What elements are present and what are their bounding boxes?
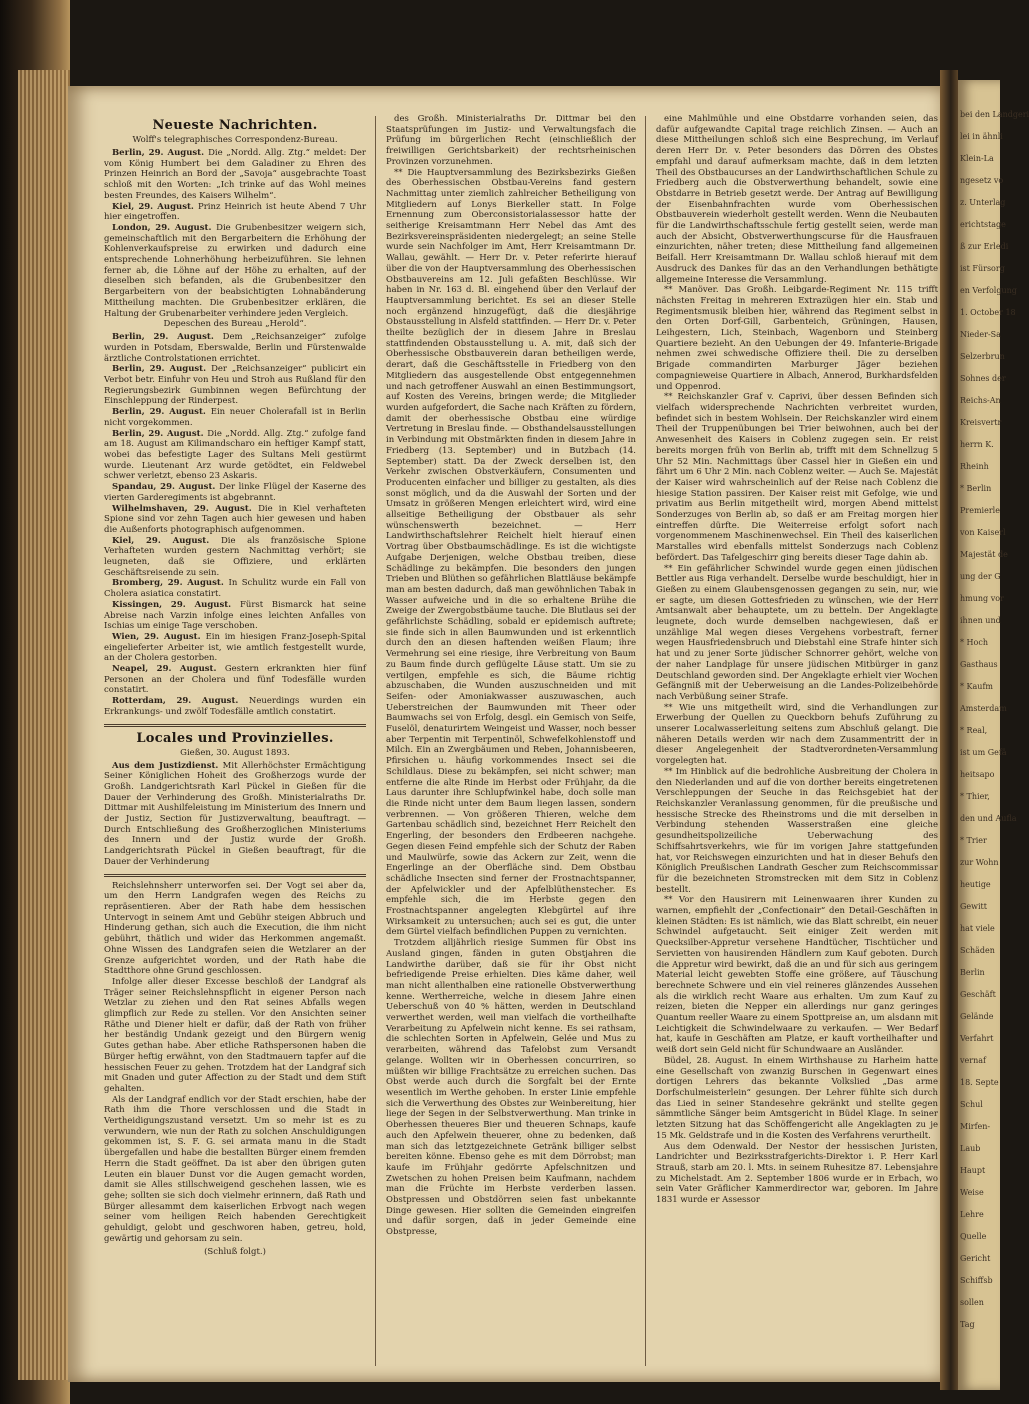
next-page-fragment: Schul	[960, 1100, 983, 1109]
news-report	[104, 632, 366, 664]
report-text: Die Grubenbesitzer weigern sich, gemeinschaftlich mit den Bergarbeitern die Erhöhung der Kohlenverkaufspreise zu erwirken und dadurch eine entsprechende Lohnerhöhung herbeizuführen. Sie lehnen ferner ab, die Löhne auf der Höhe zu erhalten, auf der dieselben sich befanden, als die Grubenbesitzer den Bergarbeitern von der beabsichtigten Lohnabänderung Mittheilung machten. Die Grubenbesitzer erklären, die Haltung der Grubenarbeiter verhindere jeden Vergleich.	[104, 222, 366, 319]
article-paragraph: ** Im Hinblick auf die bedrohliche Ausbreitung der Cholera in den Niederlanden und auf die von dorther bereits eingetretenen Verschleppungen der Seuche in das Reichsgebiet hat der Reichskanzler Veranlassung genommen, für die preußische und hessische Strecke des Rheinstroms und die mit derselben in Verbindung stehenden Wasserstraßen eine gleiche gesundheitspolizeiliche Ueberwachung des Schiffsahrtsverkehrs, wie für im vorigen Jahre stattgefunden hat, vor Reichswegen einzurichten und hat in dieser Behufs den Königlich Preußischen Landrath Gescher zum Reichscommissar für die bezeichneten Stromstrecken mit dem Sitz in Coblenz bestellt.	[656, 766, 938, 895]
next-page-fragment: 18. Septe	[960, 1078, 999, 1087]
news-report	[104, 364, 366, 407]
next-page-fragment: bei den Landgeri	[960, 110, 1029, 119]
next-page-fragment: Laub	[960, 1144, 981, 1153]
next-page-fragment: Amsterdam	[960, 704, 1007, 713]
next-page-fragment: * Real,	[960, 726, 988, 735]
next-page-fragment: Gewitt	[960, 902, 987, 911]
next-page-fragment: Premierle	[960, 506, 1000, 515]
article-paragraph: ** Manöver. Das Großh. Leibgarde-Regiment Nr. 115 trifft nächsten Freitag in mehreren Extrazügen hier ein. Stab und Regimentsmusik bleiben hier, während das Regiment selbst in den Orten Dorf-Gill, Garbenteich, Grüningen, Hausen, Leihgestern, Lich, Steinbach, Wagenborn und Steinberg Quartiere bezieht. An den Uebungen der 49. Infanterie-Brigade nehmen zwei schwedische Offiziere theil. Die zu derselben Brigade commandirten Marburger Jäger beziehen compagnieweise Quartiere in Albach, Annerod, Burkhardsfelden und Oppenrod.	[656, 285, 938, 392]
report-text: Ein neuer Cholerafall ist in Berlin nicht vorgekommen.	[104, 407, 366, 428]
next-page-fragment: vernaf	[960, 1056, 986, 1065]
next-page-fragment: sollen	[960, 1298, 984, 1307]
next-page-fragment: Selzerbrun	[960, 352, 1005, 361]
report-dateline: Berlin, 29. August.	[112, 364, 212, 375]
next-page-fragment: Mirfen-	[960, 1122, 991, 1131]
article-paragraph: ** Ein gefährlicher Schwindel wurde gegen einen jüdischen Bettler aus Riga verhandelt. Derselbe wurde beschuldigt, hier in Gießen zu einem Glaubensgenossen gegangen zu sein, nur, wie er sagte, um diesen Gottesfrieden zu wünschen, wie der Herr Amtsanwalt aber behauptete, um zu betteln. Der Angeklagte leugnete, doch wurde demselben nachgewiesen, daß er unzählige Mal wegen dieses Vergehens vorbestraft, ferner wegen Hausfriedensbruch und Diebstahl eine Strafe hinter sich hat und zu jener Sorte jüdischer Schnorrer gehört, welche von der naher Landplage für unsere jüdischen Mitbürger in ganz Deutschland geworden sind. Der Angeklagte erhielt vier Wochen Gefängniß mit der Ueberweisung an die Landes-Polizeibehörde nach Verbüßung seiner Strafe.	[656, 563, 938, 702]
feuilleton-paragraph: Als der Landgraf endlich vor der Stadt erschien, habe der Rath ihm die Thore verschlossen und die Stadt in Vertheidigungszustand versetzt. Um so mehr ist es zu verwundern, wie nun der Rath zu solchen Anschuldigungen gekommen ist, S. F. G. sei armata manu in die Stadt übergefallen und habe die bestallten Bürger einem fremden Herrn die Stadt geöffnet. Da ist aber den übrigen guten Leuten ein blauer Dunst vor die Augen gemacht worden, damit sie Alles stillschweigend geschehen lassen, wie es gehe; sollten sie sich doch vielmehr erinnern, daß Rath und Bürger allesammt dem kaiserlichen Erbvogt nach wegen seiner vom heiligen Reich habenden Gerechtigkeit gehuldigt, gelobt und geschworen haben, getreu, hold, gewärtig und gehorsam zu sein.	[104, 1094, 366, 1244]
next-page-fragment: lei in ähnli	[960, 132, 1003, 141]
next-page-fragment: Gericht	[960, 1254, 991, 1263]
next-page-edge	[958, 80, 1029, 1390]
next-page-fragment: ung der G	[960, 572, 1001, 581]
news-report	[104, 664, 366, 696]
report-text: Neuerdings wurden ein Erkrankungs- und zwölf Todesfälle amtlich constatirt.	[104, 696, 366, 717]
article-paragraph: Trotzdem alljährlich riesige Summen für Obst ins Ausland gingen, fänden in guten Obstjahren die Landwirthe darüber, daß sie für ihr Obst nicht befriedigende Preise erhielten. Dies käme daher, weil man nicht allenthalben eine rationelle Obstverwerthung kenne. Wertherreiche, welche in diesem Jahre einen Ueberschuß von 40 % hätten, werden in Deutschland verwerthet werden, weil man vielfach die vortheilhafte Verarbeitung zu Apfelwein nicht kenne. Es sei rathsam, die schlechten Sorten in Apfelwein, Gelée und Mus zu verarbeiten, während das Tafelobst zum Versandt gelange. Wollten wir in Oberhessen concurriren, so müßten wir billige Frachtsätze zu erreichen suchen. Das Obst werde auch durch die Sorgfalt bei der Ernte wesentlich im Werthe gehoben. In erster Linie empfehle sich die Verwerthung des Obstes zur Weinbereitung, hier liege der Segen in der Selbstverwerthung. Man trinke in Oberhessen theueres Bier und theueren Schnaps, kaufe auch den Apfelwein theuerer, ohne zu bedenken, daß man sich das letztgezeichnete Getränk billiger selbst bereiten könne. Ebenso gehe es mit dem Dörrobst; man kaufe im Frühjahr gedörrte Apfelschnitzen und Zwetschen zu hohen Preisen beim Kaufmann, nachdem man die Früchte im Herbste verderben lassen. Obstpressen und Obstdörren seien fast unbekannte Dinge gewesen. Hier sollten die Gemeinden eingreifen und dafür sorgen, daß in jeder Gemeinde eine Obstpresse,	[386, 938, 636, 1238]
report-dateline: Neapel, 29. August.	[112, 664, 225, 675]
report-dateline: Wien, 29. August.	[112, 631, 206, 642]
article-paragraph: des Großh. Ministerialraths Dr. Dittmar bei den Staatsprüfungen im Justiz- und Verwaltungsfach die Prüfung im bürgerlichen Recht (einschließlich der freiwilligen Gerichtsbarkeit) der rechtsrheinischen Provinzen vorzunehmen.	[386, 114, 636, 167]
local-dateline: Gießen, 30. August 1893.	[180, 747, 290, 758]
next-page-fragment: ist Fürsorg	[960, 264, 1005, 273]
news-report	[104, 482, 366, 503]
local-news-title: Aus dem Justizdienst.	[112, 760, 219, 771]
column-3	[656, 114, 938, 1206]
news-report	[104, 578, 366, 599]
next-page-fragment: Klein-La	[960, 154, 994, 163]
next-page-fragment: Rheinh	[960, 462, 989, 471]
news-report	[104, 429, 366, 483]
article-paragraph: Büdel, 28. August. In einem Wirthshause zu Harheim hatte eine Gesellschaft von zwanzig Burschen in Gegenwart eines dortigen Lehrers das bekannte Volkslied „Das arme Dorfschulmeisterlein“ gesungen. Der Lehrer fühlte sich durch das Lied in seiner Standesehre gekränkt und stellte gegen sämmtliche Sänger beim Amtsgericht in Büdel Klage. In seiner letzten Sitzung hat das Schöffengericht alle Angeklagten zu je 15 Mk. Geldstrafe und in die Kosten des Verfahrens verurtheilt.	[656, 1055, 938, 1141]
news-report	[104, 536, 366, 579]
next-page-fragment: Nieder-Sa	[960, 330, 1001, 339]
wolff-reports	[104, 148, 366, 319]
report-text: Ein im hiesigen Franz-Joseph-Spital eingelieferter Arbeiter ist, wie amtlich festgestellt wurde, an der Cholera gestorben.	[104, 631, 366, 664]
news-report	[104, 202, 366, 223]
report-text: Die als französische Spione Verhafteten wurden gestern Nachmittag verhört; sie leugneten, daß sie Offiziere, und erklärten Geschäftsreisende zu sein.	[104, 535, 366, 578]
report-dateline: Rotterdam, 29. August.	[112, 696, 249, 707]
report-dateline: Berlin, 29. August.	[112, 407, 211, 418]
next-page-fragment: ß zur Erledi	[960, 242, 1009, 251]
column-rule	[375, 116, 376, 1366]
news-report	[104, 148, 366, 202]
newspaper-page	[68, 86, 950, 1382]
column-rule	[645, 116, 646, 1366]
next-page-fragment: * Kaufm	[960, 682, 993, 691]
next-page-fragment: Majestät de	[960, 550, 1008, 559]
report-text: Die „Nordd. Allg. Ztg.“ zufolge fand am 18. August am Kilimandscharo ein heftiger Kampf statt, wobei das befestigte Lager des Sultans Meli gestürmt wurde. Lieutenant Arz wurde getödtet, ein Feldwebel schwer verletzt, ebenso 23 Askaris.	[104, 428, 366, 482]
next-page-fragment: ist um Gefä	[960, 748, 1007, 757]
news-report	[104, 407, 366, 428]
report-dateline: Kiel, 29. August.	[112, 201, 199, 212]
article-paragraph: ** Wie uns mitgetheilt wird, sind die Verhandlungen zur Erwerbung der Quellen zu Queckborn behufs Zuführung zu unserer Localwasserleitung seitens zum Abschluß gelangt. Die näheren Details werden wir nach dem Zusammentritt der in dieser Angelegenheit der Stadtverordneten-Versammlung vorgelegten hat.	[656, 702, 938, 767]
report-text: Die „Nordd. Allg. Ztg.“ meldet: Der vom König Humbert bei dem Galadiner zu Ehren des Prinzen Heinrich an Bord der „Savoja“ ausgebrachte Toast schloß mit den Worten: „Ich trinke auf das Wohl meines besten Freundes, des Kaisers Wilhelm“.	[104, 148, 366, 201]
next-page-fragment: z. Unterlag	[960, 198, 1006, 207]
section-divider	[104, 724, 366, 727]
next-page-fragment: hmung vor	[960, 594, 1004, 603]
continued-note: (Schluß folgt.)	[204, 1246, 266, 1257]
next-page-fragment: * Thier,	[960, 792, 990, 801]
feuilleton-divider	[104, 874, 366, 877]
next-page-fragment: Sohnes der	[960, 374, 1006, 383]
next-page-fragment: * Berlin	[960, 484, 992, 493]
article-paragraph: eine Mahlmühle und eine Obstdarre vorhanden seien, das dafür aufgewandte Capital trage reichlich Zinsen. — Auch an diese Mittheilungen schloß sich eine Besprechung, im Verlauf deren Herr Dr. v. Peter besonders das Dörren des Obstes empfahl und darauf aufmerksam machte, daß in dem letzten Theil des Obstbaucurses an der Landwirthschaftlichen Schule zu Friedberg auch die Obstverwerthung behandelt, sowie eine Obstdarre in Betrieb gesetzt werde. Der Antrag auf Bewilligung der Eisenbahnfrachten wurde vom Oberhessischen Obstbauverein wiederholt gestellt werden. Wenn die Neubauten für die Landwirthschaftsschule fertig gestellt seien, werde man auch der Absicht, Obstverwerthungscurse für die Hausfrauen einzurichten, näher treten; diese Mittheilung fand allgemeinen Beifall. Herr Kreisamtmann Dr. Wallau schloß hierauf mit dem Ausdruck des Dankes für das an den Verhandlungen bethätigte allgemeine Interesse die Versammlung.	[656, 114, 938, 285]
next-page-fragment: Kreisvertr	[960, 418, 1002, 427]
next-page-fragment: * Trier	[960, 836, 987, 845]
next-page-fragment: 1. October 18	[960, 308, 1016, 317]
wolff-bureau-line: Wolff's telegraphisches Correspondenz-Bureau.	[132, 135, 338, 145]
report-dateline: Berlin, 29. August.	[112, 148, 209, 158]
article-paragraph: ** Die Hauptversammlung des Bezirksbezirks Gießen des Oberhessischen Obstbau-Vereins fand gestern Nachmittag unter ziemlich zahlreicher Betheiligung von Mitgliedern auf Lonys Bierkeller statt. In Folge Ernennung zum Oberconsistorialassessor hatte der seitherige Kreisamtmann Herr Nebel das Amt des Bezirksvereinspräsidenten niedergelegt; an seine Stelle wurde sein Nachfolger im Amt, Herr Kreisamtmann Dr. Wallau, gewählt. — Herr Dr. v. Peter referirte hierauf über die von der Hauptversammlung des Oberhessischen Obstbauvereins am 12. Juli gefaßten Beschlüsse. Wir haben in Nr. 163 d. Bl. eingehend über den Verlauf der Hauptversammlung berichtet. Es sei an dieser Stelle noch ergänzend hinzugefügt, daß die diesjährige Obstausstellung in Alsfeld stattfinden. — Herr Dr. v. Peter theilte bezüglich der in diesem Jahre in Breslau stattfindenden Obstausstellung u. A. mit, daß sich der Oberhessische Obstbauverein daran betheiligen werde, derart, daß die Geschäftsstelle in Friedberg von den Mitgliedern das ausgestellende Obst entgegennehmen und nach getroffener Auswahl an einen Bestimmungsort, auf Kosten des Vereins, bringen werde; die Mitglieder wurden aufgefordert, die Sache nach Kräften zu fördern, damit der oberhessische Obstbau eine würdige Vertretung in Breslau finde. — Obsthandelsausstellungen in Verbindung mit Obstmärkten finden in diesem Jahre in Friedberg (13. September) und in Butzbach (14. September) statt. Da der Zweck derselben ist, den Verkehr zwischen Obstverkäufern, Consumenten und Producenten einfacher und billiger zu gestalten, als dies sonst möglich, und da die Auswahl der Sorten und der Umsatz in größeren Mengen erleichtert wird, wird eine allseitige Betheiligung der Obstbauer als sehr wünschenswerth bezeichnet. — Herr Landwirthschaftslehrer Reichelt hielt hierauf einen Vortrag über Obstbaumschädlinge. Es ist die wichtigste Aufgabe Derjenigen, welche Obstbau treiben, diese Schädlinge zu bekämpfen. Die besonders den jungen Trieben und Blüthen so gefährlichen Blattläuse bekämpfe man am besten dadurch, daß man gewöhnlichen Tabak in Wasser aufweiche und in die so erhaltene Brühe die Zweige der Zwergobstbäume tauche. Die Blutlaus sei der gefährlichste Schädling, sobald er epidemisch auftrete; sie finde sich in allen Baumwunden und ist erkenntlich durch den an diesen haftenden weißen Flaum; ihre Vermehrung sei eine riesige, ihre Verbreitung von Baum zu Baum finde durch geflügelte Läuse statt. Um sie zu vertilgen, empfehle es sich, die Bäume richtig abzuschaben, die Wunden auszuschneiden und mit Seifen- oder Amoniakwasser auszuwaschen, auch Ueberstreichen der Baumwunden mit Theer oder Baumwachs sei von Erfolg, desgl. ein Gemisch von Seife, Fuselöl, denaturirtem Weingeist und Wasser, noch besser aber Terpentin mit Terpentinöl, Schwefelkohlenstoff und Milch. Ein an Zwergbäumen und Reben, Johannisbeeren, Pfirsichen u. häufig vorkommendes Insect sei die Schildlaus. Diese zu bekämpfen, sei nicht schwer; man entferne die alte Rinde im Herbst oder Frühjahr, da die Laus darunter ihre Schlupfwinkel habe, doch solle man die Rinde nicht unter dem Baum liegen lassen, sondern verbrennen. — Von größeren Thieren, welche dem Gartenbau schädlich sind, bezeichnet Herr Reichelt den Engerling, der besonders den Erdbeeren nachgehe. Gegen diesen Feind empfehle sich der Schutz der Raben und Maulwürfe, sowie das Ackern zur Zeit, wenn die Engerlinge an der Oberfläche sind. Dem Obstbau schädliche Insecten sind ferner der Frostnachtspanner, der Apfelwickler und der Apfelblüthenstecher. Es empfehle sich, die im Herbste gegen den Frostnachtspanner angelegten Klebgürtel auf ihre Wirksamkeit zu untersuchen; auch sei es gut, die unter dem Gürtel vielfach befindlichen Puppen zu vernichten.	[386, 167, 636, 938]
next-page-fragment: en Verfolgung	[960, 286, 1017, 295]
next-page-fragment: Gelände	[960, 1012, 994, 1021]
column-1	[104, 114, 366, 1257]
next-page-fragment: Schiffsb	[960, 1276, 993, 1285]
next-page-fragment: ihnen und	[960, 616, 1001, 625]
news-report	[104, 600, 366, 632]
next-page-fragment: Lehre	[960, 1210, 984, 1219]
news-report	[104, 332, 366, 364]
page-edges	[18, 70, 70, 1380]
report-text: Dem „Reichsanzeiger“ zufolge wurden in Potsdam, Eberswalde, Berlin und Fürstenwalde ärztliche Controlstationen errichtet.	[104, 332, 367, 364]
local-news-text: Mit Allerhöchster Ermächtigung Seiner Königlichen Hoheit des Großherzogs wurde der Großh. Landgerichtsrath Karl Pückel in Gießen für die Dauer der Verhinderung des Großh. Ministerialraths Dr. Dittmar mit Aushilfeleistung im Ministerium des Innern und der Justiz, Section für Justizverwaltung, beauftragt. — Durch Entschließung des Großherzoglichen Ministeriums des Innern und der Justiz wurde der Großh. Landgerichtsrath Pückel in Gießen beauftragt, für die Dauer der Verhinderung	[104, 760, 366, 867]
next-page-fragment: den und Aufla	[960, 814, 1017, 823]
report-dateline: London, 29. August.	[112, 222, 217, 233]
report-dateline: Spandau, 29. August.	[112, 482, 220, 493]
column-2	[386, 114, 636, 1238]
next-page-fragment: Quelle	[960, 1232, 987, 1241]
next-page-fragment: heitsapo	[960, 770, 995, 779]
next-page-fragment: Geschäft	[960, 990, 996, 999]
next-page-fragment: Tag	[960, 1320, 975, 1329]
next-page-fragment: * Hoch	[960, 638, 988, 647]
next-page-fragment: heutige	[960, 880, 991, 889]
feuilleton-paragraph: Infolge aller dieser Excesse beschloß der Landgraf als Träger seiner Reichslehnspflicht in eigener Person nach Wetzlar zu ziehen und den Rat seines Abfalls wegen glimpflich zur Rede zu stellen. Vor den Ansichten seiner Räthe und Diener hielt er dafür, daß der Rath von früher her beständig Undank gezeigt und den Bürgern wenig Gutes gethan habe. Aber etliche Rathspersonen haben die Bürger heftig erwähnt, von den Stadtmauern tapfer auf die hessischen Feuer zu gehen. Trotzdem hat der Landgraf sich mit Gnaden und guter Affection zu der Stadt und dem Stift gehalten.	[104, 976, 366, 1094]
report-text: Gestern erkrankten hier fünf Personen an der Cholera und fünf Todesfälle wurden constatirt.	[104, 664, 366, 696]
next-page-fragment: Schäden	[960, 946, 995, 955]
local-news-item	[104, 761, 366, 868]
herold-bureau-line: Depeschen des Bureau „Herold“.	[163, 319, 307, 330]
next-page-fragment: ngesetz vo	[960, 176, 1004, 185]
report-dateline: Kissingen, 29. August.	[112, 599, 240, 610]
feuilleton	[104, 881, 366, 1245]
report-dateline: Berlin, 29. August.	[112, 428, 208, 439]
article-paragraph: ** Reichskanzler Graf v. Caprivi, über dessen Befinden sich vielfach widersprechende Nachrichten verbreitet wurden, befindet sich in bestem Wohlsein. Der Reichskanzler wird einem Theil der Truppenübungen bei Trier beiwohnen, auch bei der Anwesenheit des Kaisers in Coblenz zugegen sein. Er reist bereits morgen früh von Berlin ab, trifft mit dem Schnellzug 5 Uhr 52 Min. Nachmittags über Cassel hier in Gießen ein und fährt um 6 Uhr 2 Min. nach Coblenz weiter. — Auch Se. Majestät der Kaiser wird wahrscheinlich auf der Reise nach Coblenz die hiesige Station passiren. Der Kaiser reist mit Gefolge, wie und privatim aus Berlin mitgetheilt wird, morgen Abend mittelst Sonderzuges von Berlin ab, so daß er am Freitag morgen hier eintreffen dürfte. Die Weiterreise erfolgt sofort nach vorgenommenem Maschinenwechsel. Ein Theil des kaiserlichen Marstalles wird ebenfalls mittelst Sonderzugs nach Coblenz befördert. Das Tafelgeschirr ging bereits dieser Tage dahin ab.	[656, 392, 938, 563]
next-page-fragment: Berlin	[960, 968, 985, 977]
next-page-fragment: erichtstage	[960, 220, 1006, 229]
section-heading-local: Locales und Provinzielles.	[136, 730, 334, 746]
column-3-body	[656, 114, 938, 1206]
report-dateline: Bromberg, 29. August.	[112, 578, 229, 589]
report-text: Die in Kiel verhafteten Spione sind vor zehn Tagen auch hier gewesen und haben die Außenforts photographisch aufgenommen.	[104, 503, 366, 535]
next-page-fragment: Weise	[960, 1188, 984, 1197]
section-heading-news: Neueste Nachrichten.	[152, 118, 318, 133]
column-2-body	[386, 114, 636, 1238]
article-paragraph: Aus dem Odenwald. Der Nestor der hessischen Juristen, Landrichter und Bezirksstrafgerichts-Direktor i. P. Herr Karl Strauß, starb am 20. l. Mts. in seinem Ruhesitze 87. Lebensjahre zu Michelstadt. Am 2. September 1806 wurde er in Erbach, wo sein Vater Gräflicher Kammerdirector war, geboren. Im Jahre 1831 wurde er Assessor	[656, 1141, 938, 1206]
next-page-fragment: von Kaiserl	[960, 528, 1006, 537]
report-text: Der „Reichsanzeiger“ publicirt ein Verbot betr. Einfuhr von Heu und Stroh aus Rußland für den Regierungsbezirk Gumbinnen wegen Befürchtung der Einschleppung der Rinderpest.	[104, 364, 366, 407]
news-report	[104, 504, 366, 536]
next-page-fragment: Verfahrt	[960, 1034, 994, 1043]
report-text: Fürst Bismarck hat seine Abreise nach Varzin infolge eines leichten Anfalles von Ischias um einige Tage verschoben.	[104, 599, 366, 632]
report-dateline: Kiel, 29. August.	[112, 535, 221, 546]
news-report	[104, 696, 366, 717]
feuilleton-paragraph: Reichslehnsherr unterworfen sei. Der Vogt sei aber da, um den Herrn Landgrafen wegen des Reichs zu repräsentieren. Aber der Rath habe dem hessischen Untervogt in seinem Amt und Gebühr steigen Abbruch und Hinderung gethan, sich auch die Execution, die ihm nicht gebührt, thätlich und wider das Herkommen angemaßt. Ohne Wissen des Landgrafen seien die Wetzlarer an der Grenze aufgerichtet worden, und der Rath habe die Stadtthore ohne Grund geschlossen.	[104, 880, 366, 977]
next-page-fragment: Haupt	[960, 1166, 986, 1175]
next-page-fragment: hat viele	[960, 924, 995, 933]
herold-reports	[104, 332, 366, 717]
book-gutter	[940, 70, 958, 1390]
next-page-fragment: Gasthaus	[960, 660, 998, 669]
report-text: Prinz Heinrich ist heute Abend 7 Uhr hier eingetroffen.	[104, 201, 367, 223]
next-page-fragment: Reichs-An	[960, 396, 1001, 405]
next-page-fragment: zur Wohn	[960, 858, 999, 867]
report-dateline: Wilhelmshaven, 29. August.	[112, 503, 259, 514]
report-text: Der linke Flügel der Kaserne des vierten Garderegiments ist abgebrannt.	[104, 482, 366, 503]
report-text: In Schulitz wurde ein Fall von Cholera asiatica constatirt.	[104, 578, 367, 600]
report-dateline: Berlin, 29. August.	[112, 332, 223, 343]
news-report	[104, 223, 366, 319]
article-paragraph: ** Vor den Hausirern mit Leinenwaaren ihrer Kunden zu warnen, empfiehlt der „Confectionair“ den Detail-Geschäften in kleinen Städten: Es ist nämlich, wie das Blatt schreibt, ein neuer Schwindel aufgetaucht. Seit einiger Zeit werden mit Quecksilber-Appretur versehene Handtücher, Tischtücher und Servietten von hausirenden Händlern zum Kauf geboten. Durch die Appretur wird bewirkt, daß die an und für sich aus geringem Material leicht gewebten Stoffe eine größere, auf Täuschung berechnete Schwere und ein viel reineres glänzendes Aussehen als die wirklich recht Waare aus erhalten. Um zum Kauf zu reizen, bieten die Nepper ein allerdings nur ganz geringes Quantum reeller Waare zu einem Spottpreise an, um alsdann mit Leichtigkeit die Schwindelwaare zu verkaufen. — Wer Bedarf hat, kaufe in Geschäften am Platze, er kauft vortheilhafter und weiß dort sein Geld nicht für Schundwaare an Ausländer.	[656, 895, 938, 1056]
next-page-fragment: herrn K.	[960, 440, 994, 449]
